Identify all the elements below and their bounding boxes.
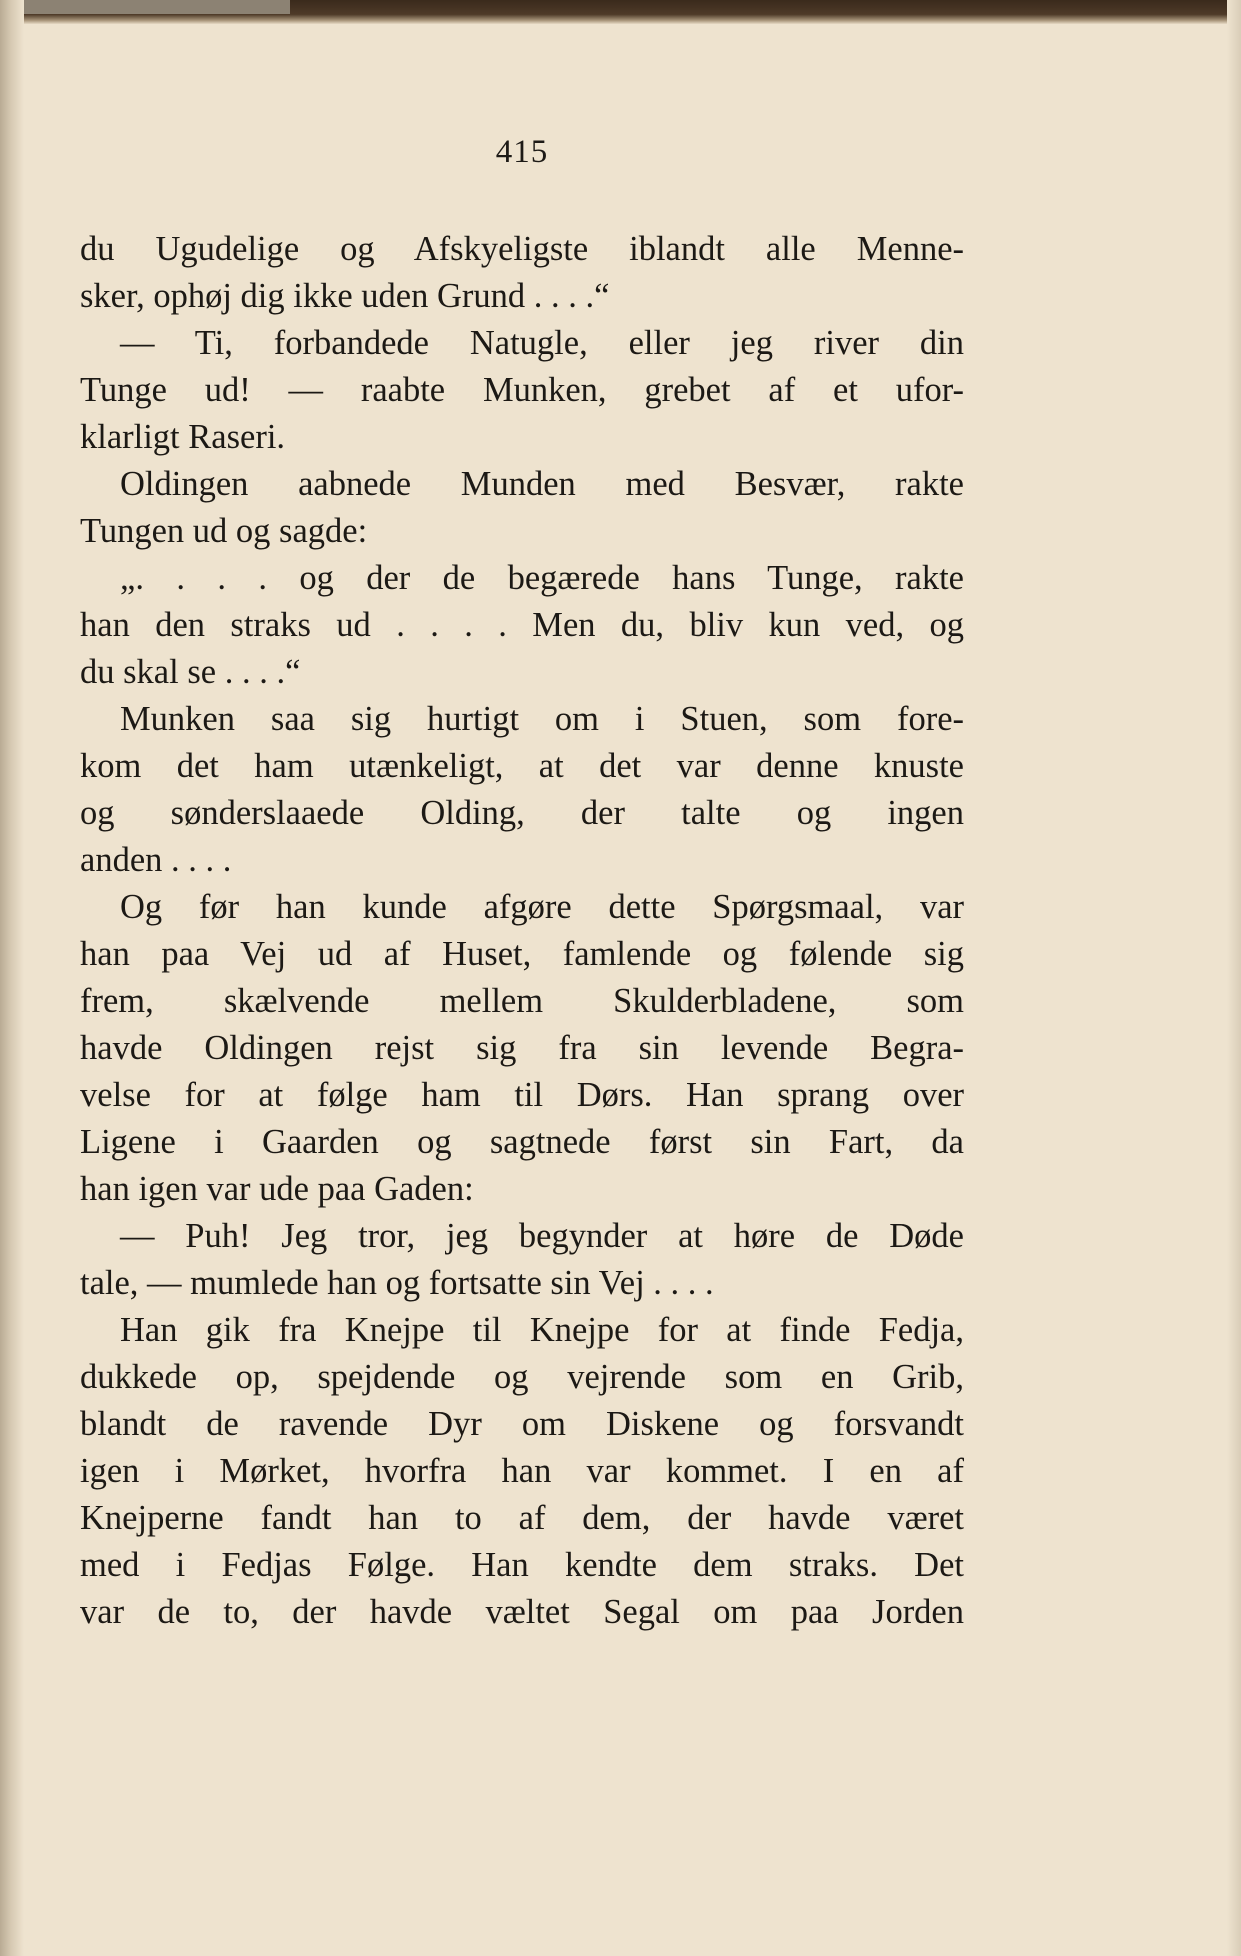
text-line: han paa Vej ud af Huset, famlende og følende sig bbox=[80, 935, 964, 973]
text-line: du Ugudelige og Afskyeligste iblandt alle Menne- bbox=[80, 230, 964, 268]
text-line: dukkede op, spejdende og vejrende som en Grib, bbox=[80, 1358, 964, 1396]
body-text bbox=[80, 226, 964, 1636]
text-line: Og før han kunde afgøre dette Spørgsmaal, var bbox=[120, 888, 964, 926]
text-line: Tunge ud! — raabte Munken, grebet af et ufor- bbox=[80, 371, 964, 409]
text-line: — Puh! Jeg tror, jeg begynder at høre de Døde bbox=[120, 1217, 964, 1255]
text-line: og sønderslaaede Olding, der talte og ingen bbox=[80, 794, 964, 832]
text-line: var de to, der havde væltet Segal om paa Jorden bbox=[80, 1593, 964, 1631]
text-line: Tungen ud og sagde: bbox=[80, 512, 368, 550]
text-line: tale, — mumlede han og fortsatte sin Vej . . . . bbox=[80, 1264, 714, 1302]
text-line: anden . . . . bbox=[80, 841, 232, 879]
page-top-edge-shade bbox=[0, 0, 290, 14]
text-line: igen i Mørket, hvorfra han var kommet. I en af bbox=[80, 1452, 964, 1490]
text-line: klarligt Raseri. bbox=[80, 418, 286, 456]
text-line: frem, skælvende mellem Skulderbladene, som bbox=[80, 982, 964, 1020]
text-line: du skal se . . . .“ bbox=[80, 653, 301, 691]
text-line: han igen var ude paa Gaden: bbox=[80, 1170, 474, 1208]
text-line: Knejperne fandt han to af dem, der havde været bbox=[80, 1499, 964, 1537]
text-line: — Ti, forbandede Natugle, eller jeg river din bbox=[120, 324, 964, 362]
text-line: kom det ham utænkeligt, at det var denne knuste bbox=[80, 747, 964, 785]
page-right-edge bbox=[1227, 0, 1241, 1956]
text-line: „. . . . og der de begærede hans Tunge, rakte bbox=[120, 559, 964, 597]
text-line: havde Oldingen rejst sig fra sin levende Begra- bbox=[80, 1029, 964, 1067]
text-line: med i Fedjas Følge. Han kendte dem straks. Det bbox=[80, 1546, 964, 1584]
page-number: 415 bbox=[495, 134, 549, 170]
text-line: han den straks ud . . . . Men du, bliv kun ved, og bbox=[80, 606, 964, 644]
text-line: Ligene i Gaarden og sagtnede først sin Fart, da bbox=[80, 1123, 964, 1161]
page-binding-edge bbox=[0, 0, 24, 1956]
text-line: blandt de ravende Dyr om Diskene og forsvandt bbox=[80, 1405, 964, 1443]
text-line: velse for at følge ham til Dørs. Han sprang over bbox=[80, 1076, 964, 1114]
text-line: Oldingen aabnede Munden med Besvær, rakte bbox=[120, 465, 964, 503]
text-line: Munken saa sig hurtigt om i Stuen, som fore- bbox=[120, 700, 964, 738]
text-line: Han gik fra Knejpe til Knejpe for at finde Fedja, bbox=[120, 1311, 964, 1349]
text-line: sker, ophøj dig ikke uden Grund . . . .“ bbox=[80, 277, 610, 315]
